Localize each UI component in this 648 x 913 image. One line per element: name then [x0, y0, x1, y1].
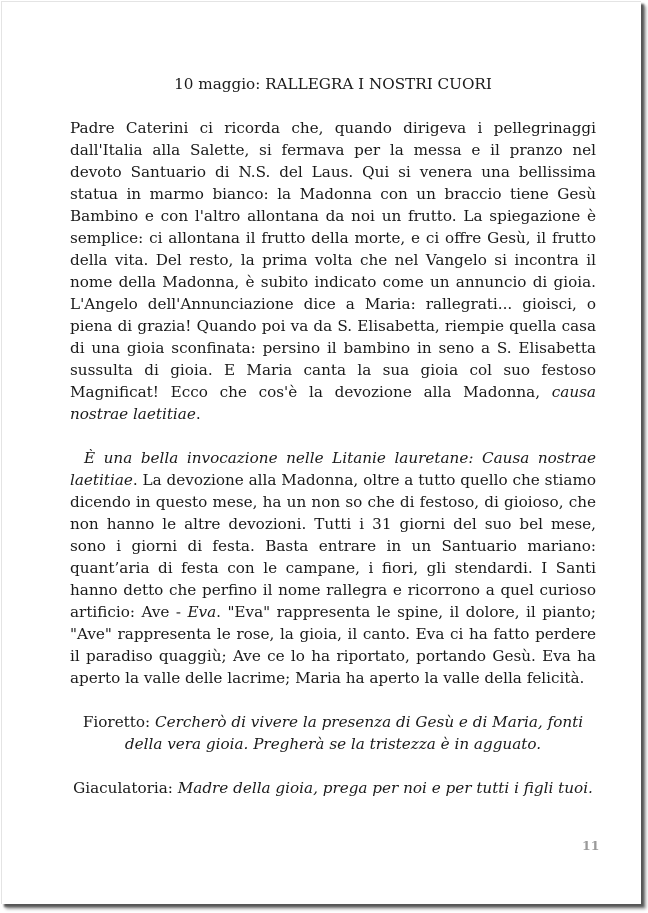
document-page [1, 1, 641, 904]
giaculatoria-text: Madre della gioia, prega per noi e per tutti i figli tuoi. [177, 779, 593, 797]
paragraph-1-italic: causa nostrae laetitiae [70, 383, 596, 423]
paragraph-1 [70, 117, 596, 425]
paragraph-2-text-a: . La devozione alla Madonna, oltre a tutto quello che stiamo dicendo in questo mese, ha un non so che di festoso, di gioioso, che non hanno le altre devozioni. Tutti i 31 giorni del suo bel mese, sono i giorni di festa. Basta entrare in un Santuario mariano: quant’aria di festa con le campane, i fiori, gli stendardi. I Santi hanno detto che perfino il nome rallegra e ricorrono a quel curioso artificio: Ave - [70, 471, 596, 621]
paragraph-2-text-b: . "Eva" rappresenta le spine, il dolore, il pianto; "Ave" rappresenta le rose, la gioia, il canto. Eva ci ha fatto perdere il paradiso quaggiù; Ave ce lo ha riportato, portando Gesù. Eva ha aperto la valle delle lacrime; Maria ha aperto la valle della felicità. [70, 603, 596, 687]
page-title: 10 maggio: RALLEGRA I NOSTRI CUORI [174, 75, 492, 93]
fioretto-label: Fioretto: [82, 713, 155, 731]
giaculatoria-label: Giaculatoria: [73, 779, 178, 797]
fioretto-text: Cercherò di vivere la presenza di Gesù e di Maria, fonti della vera gioia. Pregherà se la tristezza è in agguato. [124, 713, 584, 753]
fioretto [70, 711, 596, 755]
paragraph-2 [70, 447, 596, 689]
paragraph-1-text: Padre Caterini ci ricorda che, quando dirigeva i pellegrinaggi dall'Italia alla Salette, si fermava per la messa e il pranzo nel devoto Santuario di N.S. del Laus. Qui si venera una bellissima statua in marmo bianco: la Madonna con un braccio tiene Gesù Bambino e con l'altro allontana da noi un frutto. La spiegazione è semplice: ci allontana il frutto della morte, e ci offre Gesù, il frutto della vita. Del resto, la prima volta che nel Vangelo si incontra il nome della Madonna, è subito indicato come un annuncio di gioia. L'Angelo dell'Annunciazione dice a Maria: rallegrati... gioisci, o piena di grazia! Quando poi va da S. Elisabetta, riempie quella casa di una gioia sconfinata: persino il bambino in seno a S. Elisabetta sussulta di gioia. E Maria canta la sua gioia col suo festoso Magnificat! Ecco che cos'è la devozione alla Madonna, [70, 119, 596, 401]
paragraph-2-italic-eva: Eva [187, 603, 217, 621]
paragraph-2-italic-head: È una bella invocazione nelle Litanie lauretane: Causa nostrae laetitiae [70, 449, 596, 489]
giaculatoria [70, 777, 596, 799]
page-content [70, 62, 596, 799]
page-number: 11 [582, 838, 600, 853]
paragraph-1-end: . [195, 405, 201, 423]
